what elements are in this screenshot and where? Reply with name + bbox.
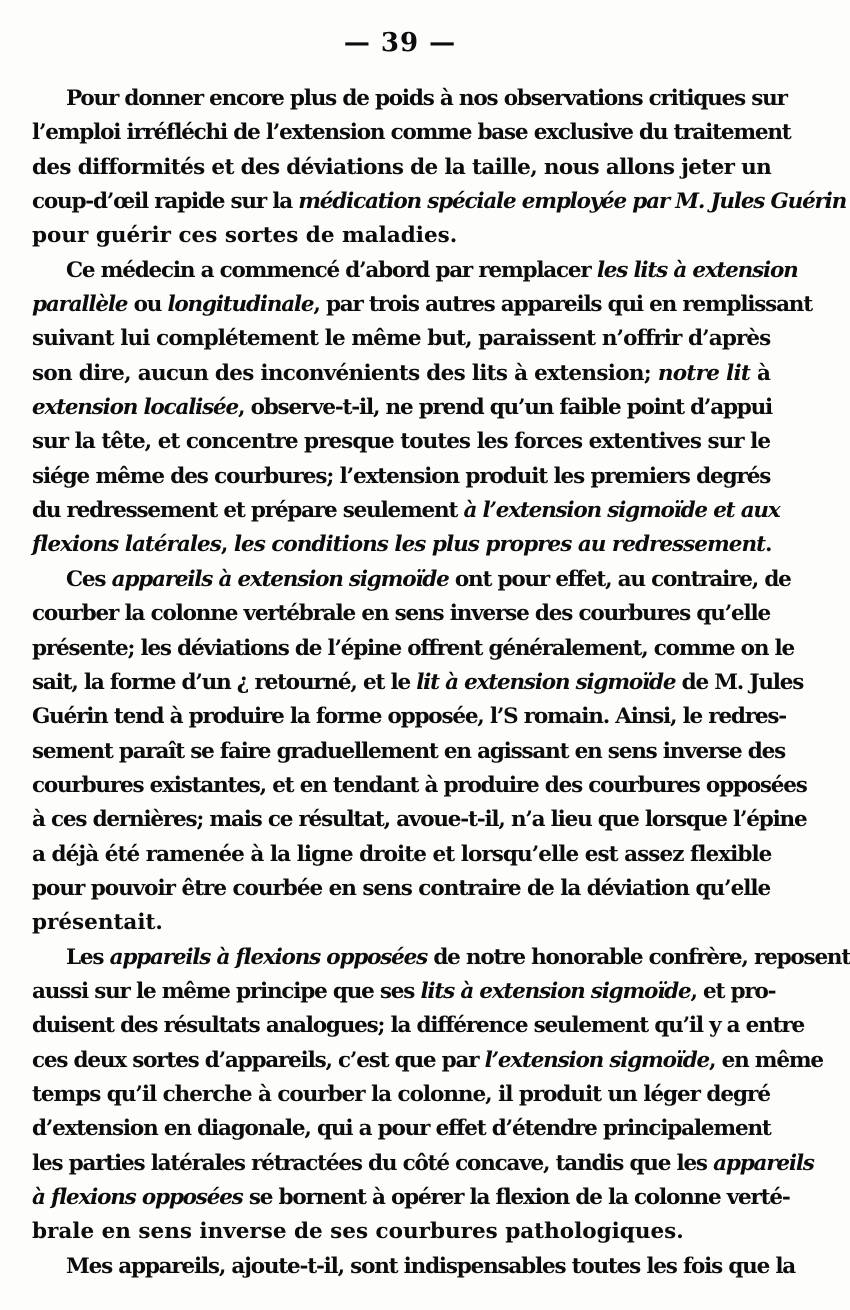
text-run: , par trois autres appareils qui en remplissant — [313, 292, 812, 318]
text-run: sur la tête, et concentre presque toutes les forces extentives sur le — [32, 429, 771, 455]
text-run: siége même des courbures; l’extension produit les premiers degrés — [32, 463, 771, 489]
text-run: du redressement et prépare seulement — [32, 498, 464, 524]
text-line — [32, 82, 787, 116]
text-line — [32, 632, 794, 666]
text-line — [32, 322, 770, 356]
text-line — [32, 1112, 770, 1146]
text-line — [32, 769, 807, 803]
italic-text: les lits à extension — [596, 257, 798, 283]
italic-text: parallèle — [32, 292, 128, 318]
text-run: d’extension en diagonale, qui a pour effet d’étendre principalement — [32, 1116, 771, 1142]
text-line — [32, 1009, 804, 1043]
text-line — [32, 528, 770, 562]
text-line — [32, 1181, 790, 1215]
italic-text: à flexions opposées — [32, 1185, 243, 1210]
text-line — [32, 906, 770, 940]
text-run: temps qu’il cherche à courber la colonne, il produit un léger degré — [32, 1081, 770, 1107]
text-run: à ces dernières; mais ce résultat, avoue-t-il, n’a lieu que lorsque l’épine — [32, 807, 807, 833]
italic-text: lit à extension sigmoïde — [416, 669, 676, 695]
text-line — [32, 941, 850, 975]
text-line — [32, 1044, 823, 1078]
text-run: présente; les déviations de l’épine offrent généralement, comme on le — [32, 635, 794, 661]
text-line — [32, 116, 791, 150]
italic-text: à l’extension sigmoïde et aux — [463, 498, 780, 524]
text-line — [32, 391, 773, 425]
text-line — [32, 838, 770, 872]
italic-text: longitudinale — [167, 292, 314, 318]
body-text — [32, 82, 850, 1284]
text-run: Mes appareils, ajoute-t-il, sont indispensables toutes les fois que la — [66, 1253, 796, 1279]
text-line — [32, 975, 776, 1009]
text-line — [32, 666, 804, 700]
text-run: sement paraît se faire graduellement en agissant en sens inverse des — [32, 738, 785, 764]
text-run: présentait. — [32, 910, 163, 936]
italic-text: appareils — [713, 1150, 814, 1176]
text-run: brale en sens inverse de ses courbures pathologiques. — [32, 1219, 684, 1245]
text-run: ou — [127, 292, 168, 318]
text-run: se bornent à opérer la flexion de la colonne verté- — [242, 1185, 790, 1210]
text-run: Les — [66, 944, 110, 970]
text-run: de M. Jules — [675, 669, 804, 695]
paragraph — [32, 563, 807, 941]
text-run: a déjà été ramenée à la ligne droite et lorsqu’elle est assez flexible — [32, 841, 772, 867]
text-line — [32, 185, 847, 219]
text-run: courber la colonne vertébrale en sens inverse des courbures qu’elle — [32, 601, 770, 627]
text-run: des difformités et des déviations de la taille, nous allons jeter un — [32, 154, 772, 180]
text-run: Pour donner encore plus de poids à nos observations critiques sur — [66, 86, 787, 111]
text-run: courbures existantes, et en tendant à produire des courbures opposées — [32, 772, 807, 798]
text-line — [32, 425, 770, 459]
italic-text: appareils à extension sigmoïde — [111, 566, 449, 592]
page-number: — 39 — — [343, 28, 457, 58]
text-line — [32, 872, 770, 906]
text-line — [32, 1215, 770, 1249]
italic-text: appareils à flexions opposées — [109, 944, 428, 970]
text-run: les parties latérales rétractées du côté concave, tandis que les — [32, 1150, 714, 1176]
text-run: duisent des résultats analogues; la différence seulement qu’il y a entre — [32, 1013, 804, 1039]
italic-text: extension localisée — [32, 395, 238, 421]
text-run: coup-d’œil rapide sur la — [32, 189, 299, 215]
text-line — [32, 1147, 814, 1181]
text-run: de notre honorable confrère, reposent — [427, 944, 850, 970]
text-run: à — [750, 360, 771, 386]
text-run: pour pouvoir être courbée en sens contraire de la déviation qu’elle — [32, 875, 771, 901]
text-run: . — [765, 532, 772, 558]
text-run: , et pro- — [690, 978, 776, 1004]
italic-text: notre lit — [657, 360, 751, 386]
paragraph — [32, 1250, 796, 1284]
text-line — [32, 735, 785, 769]
text-run: , en même — [709, 1047, 823, 1073]
text-line — [32, 563, 791, 597]
italic-text: les conditions les plus propres au redressement — [233, 532, 766, 558]
italic-text: flexions latérales — [32, 532, 221, 558]
text-run: Ces — [66, 566, 112, 592]
text-line — [32, 219, 770, 253]
text-line — [32, 357, 770, 391]
text-run: aussi sur le même principe que ses — [32, 978, 421, 1004]
text-line — [32, 494, 780, 528]
text-line — [32, 597, 770, 631]
paragraph — [32, 82, 847, 254]
paragraph — [32, 941, 850, 1250]
text-line — [32, 803, 807, 837]
text-run: , — [220, 532, 234, 558]
text-run: l’emploi irréfléchi de l’extension comme base exclusive du traitement — [32, 120, 791, 146]
text-line — [32, 1250, 796, 1284]
text-line — [32, 1078, 770, 1112]
text-line — [32, 460, 770, 494]
text-run: Guérin tend à produire la forme opposée, l’S romain. Ainsi, le redres- — [32, 704, 786, 730]
text-line — [32, 288, 812, 322]
italic-text: l’extension sigmoïde — [484, 1047, 710, 1073]
text-line — [32, 254, 798, 288]
text-run: ces deux sortes d’appareils, c’est que par — [32, 1047, 485, 1073]
paragraph — [32, 254, 812, 563]
text-run: pour guérir ces sortes de maladies. — [32, 223, 458, 249]
text-run: Ce médecin a commencé d’abord par remplacer — [66, 257, 597, 283]
text-line — [32, 700, 786, 734]
text-run: suivant lui complétement le même but, paraissent n’offrir d’après — [32, 326, 771, 352]
text-run: son dire, aucun des inconvénients des lits à extension; — [32, 360, 658, 386]
text-run: , observe-t-il, ne prend qu’un faible point d’appui — [238, 395, 773, 421]
text-run: ont pour effet, au contraire, de — [448, 566, 791, 592]
text-line — [32, 151, 770, 185]
italic-text: lits à extension sigmoïde — [420, 978, 691, 1004]
text-run: sait, la forme d’un ¿ retourné, et le — [32, 669, 417, 695]
italic-text: médication spéciale employée par M. Jules Guérin — [298, 189, 847, 215]
